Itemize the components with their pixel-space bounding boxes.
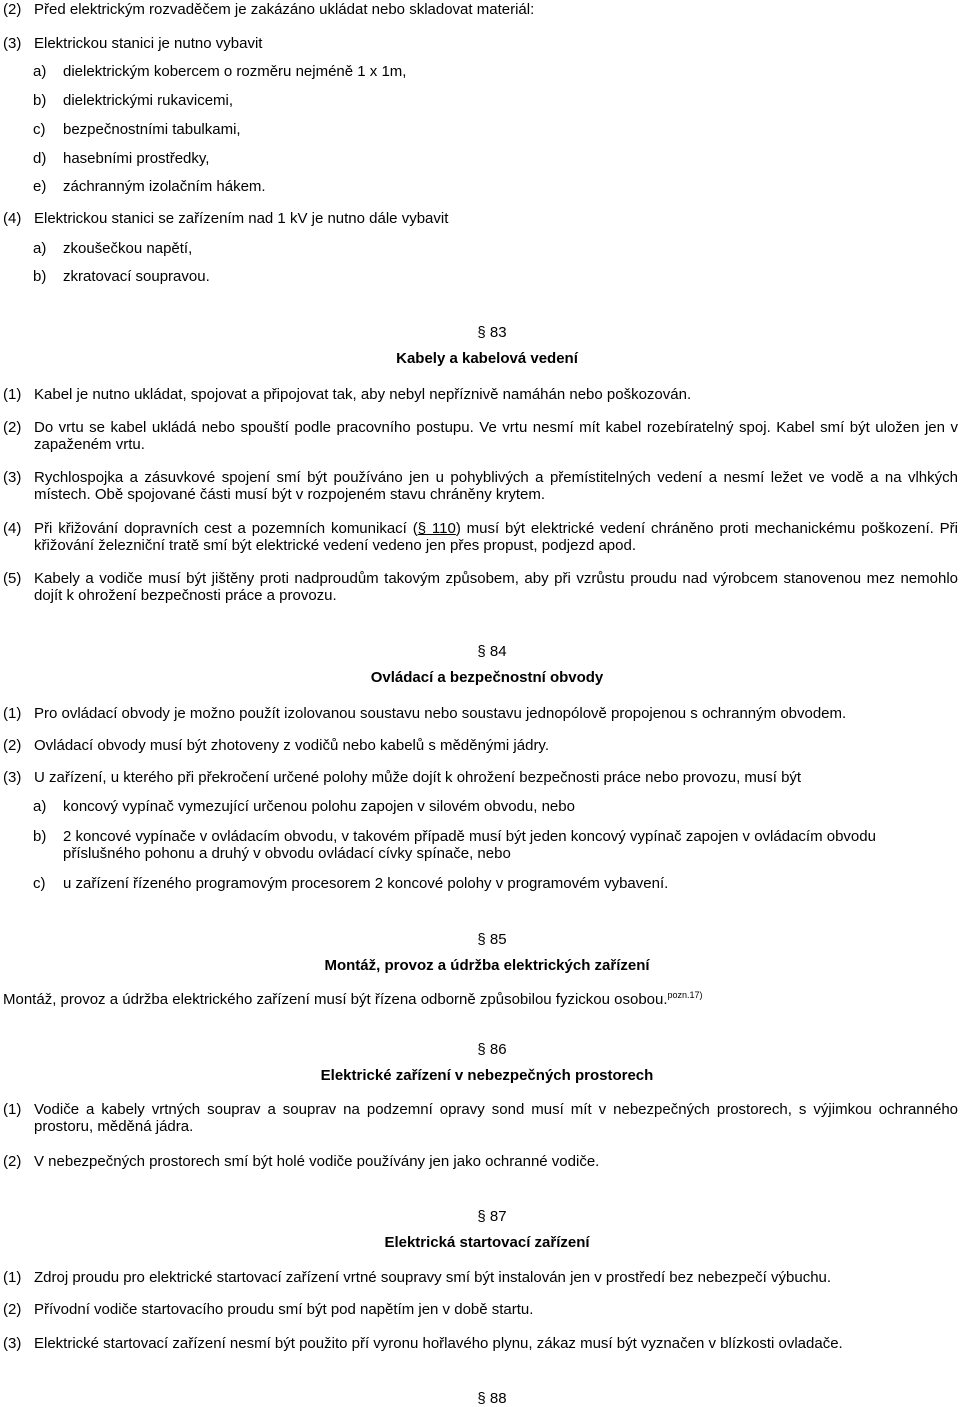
list-item: e) záchranným izolačním hákem.: [33, 178, 266, 195]
list-item: b) dielektrickými rukavicemi,: [33, 92, 234, 109]
section-sign: § 87: [477, 1208, 507, 1225]
paragraph-3: [3, 35, 263, 52]
section-sign: § 85: [477, 931, 507, 948]
section-reference: § 110: [417, 520, 456, 537]
paragraph: (1) Kabel je nutno ukládat, spojovat a připojovat tak, aby nebyl nepříznivě namáhán nebo poškozován.: [3, 386, 692, 403]
section-title: Ovládací a bezpečnostní obvody: [370, 669, 604, 686]
paragraph: (4) Při křižování dopravních cest a pozemních komunikací (§ 110) musí být elektrické vedení chráněno proti mechanickému poškození. Při křižování železniční tratě smí být elektrické vedení vedeno jen přes propust, podjezd apod.: [3, 520, 958, 554]
section-title: Montáž, provoz a údržba elektrických zařízení: [324, 957, 650, 974]
list-item: c) bezpečnostními tabulkami,: [33, 121, 241, 138]
paragraph: (2) Do vrtu se kabel ukládá nebo spouští podle pracovního postupu. Ve vrtu nesmí mít kabel rozebíratelný spoj. Kabel smí být uložen jen v zapaženém vrtu.: [3, 419, 958, 453]
list-item: a) zkoušečkou napětí,: [33, 240, 193, 257]
paragraph-2: [3, 1, 535, 18]
section-sign: § 83: [477, 324, 507, 341]
paragraph-text: Elektrickou stanici je nutno vybavit: [34, 35, 263, 52]
paragraph: (3) U zařízení, u kterého při překročení určené polohy může dojít k ohrožení bezpečnosti práce nebo provozu, musí být: [3, 769, 802, 786]
paragraph: (2) Přívodní vodiče startovacího proudu smí být pod napětím jen v době startu.: [3, 1301, 534, 1318]
paragraph: Montáž, provoz a údržba elektrického zařízení musí být řízena odborně způsobilou fyzickou osobou.$^{pozn.17)}$: [3, 990, 703, 1008]
list-item: d) hasebními prostředky,: [33, 150, 210, 167]
section-title: Elektrické zařízení v nebezpečných prostorech: [320, 1067, 654, 1084]
paragraph-text: Před elektrickým rozvaděčem je zakázáno ukládat nebo skladovat materiál:: [34, 1, 535, 18]
paragraph: (1) Pro ovládací obvody je možno použít izolovanou soustavu nebo soustavu jednopólově propojenou s ochranným obvodem.: [3, 705, 847, 722]
list-item: a) dielektrickým kobercem o rozměru nejméně 1 x 1m,: [33, 63, 407, 80]
list-item: a) koncový vypínač vymezující určenou polohu zapojen v silovém obvodu, nebo: [33, 798, 575, 815]
section-sign: § 88: [477, 1390, 507, 1407]
paragraph: (5) Kabely a vodiče musí být jištěny proti nadproudům takovým způsobem, aby při vzrůstu proudu nad výrobcem stanovenou mez nemohlo dojít k ohrožení bezpečnosti práce a provozu.: [3, 570, 958, 604]
section-title: Elektrická startovací zařízení: [384, 1234, 590, 1251]
section-sign: § 86: [477, 1041, 507, 1058]
list-item: b) 2 koncové vypínače v ovládacím obvodu, v takovém případě musí být jeden koncový vypínač zapojen v ovládacím obvodu příslušného pohonu a druhý v obvodu ovládací cívky spínače, nebo: [33, 828, 876, 862]
paragraph-4: (4) Elektrickou stanici se zařízením nad 1 kV je nutno dále vybavit: [3, 210, 449, 227]
paragraph: (2) Ovládací obvody musí být zhotoveny z vodičů nebo kabelů s měděnými jádry.: [3, 737, 549, 754]
section-sign: § 84: [477, 643, 507, 660]
list-item: b) zkratovací soupravou.: [33, 268, 210, 285]
paragraph: (3) Elektrické startovací zařízení nesmí být použito pří vyronu hořlavého plynu, zákaz musí být vyznačen v blízkosti ovladače.: [3, 1335, 843, 1352]
paragraph: (2) V nebezpečných prostorech smí být holé vodiče používány jen jako ochranné vodiče.: [3, 1153, 600, 1170]
paragraph-number: (2): [3, 1, 22, 18]
paragraph-number: (3): [3, 35, 22, 52]
list-item: c) u zařízení řízeného programovým procesorem 2 koncové polohy v programovém vybavení.: [33, 875, 669, 892]
footnote-reference: pozn.17): [667, 990, 703, 1000]
paragraph: (3) Rychlospojka a zásuvkové spojení smí být používáno jen u pohyblivých a přemístitelných vedení a nesmí ležet ve vodě a na vlhkých místech. Obě spojované části musí být v rozpojeném stavu chráněny krytem.: [3, 469, 958, 503]
paragraph: (1) Zdroj proudu pro elektrické startovací zařízení vrtné soupravy smí být instalován jen v prostředí bez nebezpečí výbuchu.: [3, 1269, 832, 1286]
section-title: Kabely a kabelová vedení: [396, 350, 578, 367]
paragraph: (1) Vodiče a kabely vrtných souprav a souprav na podzemní opravy sond musí mít v nebezpečných prostorech, s výjimkou ochranného prostoru, měděná jádra.: [3, 1101, 958, 1135]
